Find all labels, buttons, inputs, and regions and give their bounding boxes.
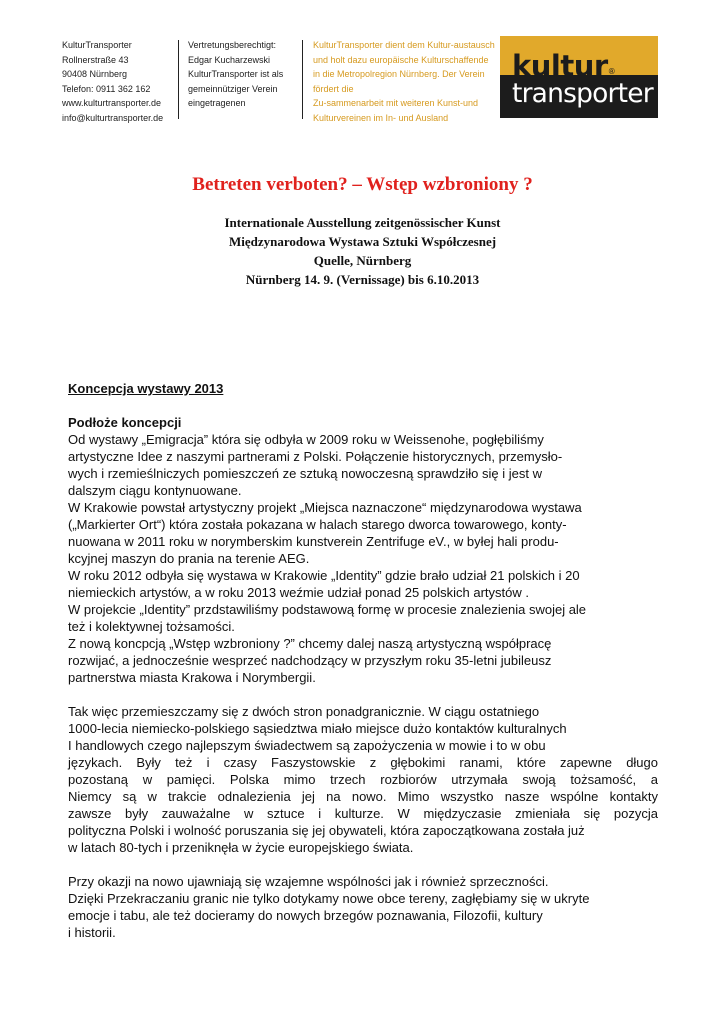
rep-line: gemeinnütziger Verein [188,83,278,94]
body-line: artystyczne Idee z naszymi partnerami z Polski. Połączenie historycznych, przemysło- [68,449,563,464]
body-line: też i kolektywnej tożsamości. [68,619,235,634]
representative-block [188,38,283,111]
subtitle-line: Międzynarodowa Wystawa Sztuki Współczesnej [228,234,497,249]
mission-block [313,38,495,126]
body-line: Dzięki Przekraczaniu granic nie tylko dotykamy nowe obce tereny, zagłębiamy się w ukryte [68,891,590,906]
body-line: Przy okazji na nowo ujawniają się wzajemne wspólności jak i również sprzeczności. [68,874,549,889]
body-line: zawsze były zauważalne w sztuce i kulturze. W międzyczasie zmieniała się pozycja [68,806,658,821]
exhibition-subtitle [0,213,725,289]
body-line: W Krakowie powstał artystyczny projekt „Miejsca naznaczone“ międzynarodowa wystawa [68,500,582,515]
body-line: Z nową koncpcją „Wstęp wzbroniony ?” chcemy dalej naszą artystyczną współpracę [68,636,552,651]
body-line: wych i rzemieślniczych pomieszczeń ze sztuką nowoczesną sprawdziło się i jest w [68,466,542,481]
website-link[interactable]: www.kulturtransporter.de [62,98,162,109]
body-line: nuowana w 2011 roku w norymberskim kunstverein Zentrifuge eV., w byłej hali produ- [68,534,559,549]
body-line: W projekcie „Identity” przdstawiliśmy podstawową formę w procesie znalezienia swojej ale [68,602,587,617]
rep-line: Vertretungsberechtigt: [188,40,277,50]
body-line: W roku 2012 odbyła się wystawa w Krakowie „Identity” gdzie brało udział 21 polskich i 20 [68,568,580,583]
email-link[interactable]: info@kulturtransporter.de [62,112,164,123]
mission-line: KulturTransporter dient dem Kultur-austausch [313,40,495,50]
mission-line: in die Metropolregion Nürnberg. Der Verein [313,69,485,80]
rep-line: Edgar Kucharzewski [188,54,271,65]
registered-mark: ® [607,67,616,76]
mission-line: und holt dazu europäische Kulturschaffende [313,54,489,65]
document-title: Betreten verboten? – Wstęp wzbroniony ? [192,174,533,195]
body-line: rozwijać, a jednocześnie wesprzeć nadchodzący w przyszłym roku 35-letni jubileusz [68,653,552,668]
address-block [62,38,163,126]
body-line: dalszym ciągu kontynuowane. [68,483,242,498]
subtitle-line: Internationale Ausstellung zeitgenössischer Kunst [224,215,501,230]
body-line: pozostaną w pamięci. Polska mimo trzech rozbiorów utrzymała swoją tożsamość, a [68,772,658,787]
mission-line: Zu-sammenarbeit mit weiteren Kunst-und [313,98,479,109]
body-line: („Markierter Ort“) która została pokazana w halach starego dworca towarowego, konty- [68,517,567,532]
body-line: Od wystawy „Emigracja” która się odbyła w 2009 roku w Weissenohe, pogłębiliśmy [68,432,544,447]
paragraph-gap [68,686,658,703]
body-line: niemieckich artystów, a w roku 2013 weźmie udział ponad 25 polskich artystów . [68,585,529,600]
body-line: Tak więc przemieszczamy się z dwóch stron ponadgranicznie. W ciągu ostatniego [68,704,540,719]
subheading: Podłoże koncepcji [68,415,182,430]
section-heading: Koncepcja wystawy 2013 [68,381,224,396]
document-body [68,414,658,941]
body-line: językach. Były też i czasy Faszystowskie z głębokimi ranami, które zapewne długo [68,755,658,770]
body-line: I handlowych czego najlepszym świadectwem są zapożyczenia w mowie i to w obu [68,738,546,753]
org-name: KulturTransporter [62,40,132,50]
body-line: Niemcy są w trakcie odnalezienia jej na nowo. Mimo wszystko nasze wspólne kontakty [68,789,658,804]
header-divider [178,40,179,119]
rep-line: KulturTransporter ist als [188,69,284,80]
subtitle-line: Quelle, Nürnberg [313,253,412,268]
kulturtransporter-logo [500,36,658,118]
body-line: kcyjnej maszyn do prania na terenie AEG. [68,551,310,566]
body-line: i historii. [68,925,116,940]
logo-word-transporter: transporter [512,78,653,109]
body-line: 1000-lecia niemiecko-polskiego sąsiedztwa miało miejsce dużo kontaktów kulturalnych [68,721,567,736]
body-line: emocje i tabu, ale też docieramy do nowych brzegów poznawania, Filozofii, kultury [68,908,543,923]
mission-line: Kulturvereinen im In- und Ausland [313,112,449,123]
mission-line: fördert die [313,83,354,94]
header-divider [302,40,303,119]
city: 90408 Nürnberg [62,69,128,80]
body-line: w latach 80-tych i przeniknęła w życie europejskiego świata. [68,840,414,855]
paragraph-gap [68,856,658,873]
phone: Telefon: 0911 362 162 [62,83,151,94]
logo-word-kultur: kultur® [512,49,616,83]
subtitle-line: Nürnberg 14. 9. (Vernissage) bis 6.10.2013 [245,272,480,287]
body-line: polityczna Polski i wolność poruszania się jej obywateli, która zapoczątkowana została już [68,823,585,838]
body-line: partnerstwa miasta Krakowa i Norymbergii. [68,670,316,685]
rep-line: eingetragenen [188,98,246,109]
street: Rollnerstraße 43 [62,54,129,65]
